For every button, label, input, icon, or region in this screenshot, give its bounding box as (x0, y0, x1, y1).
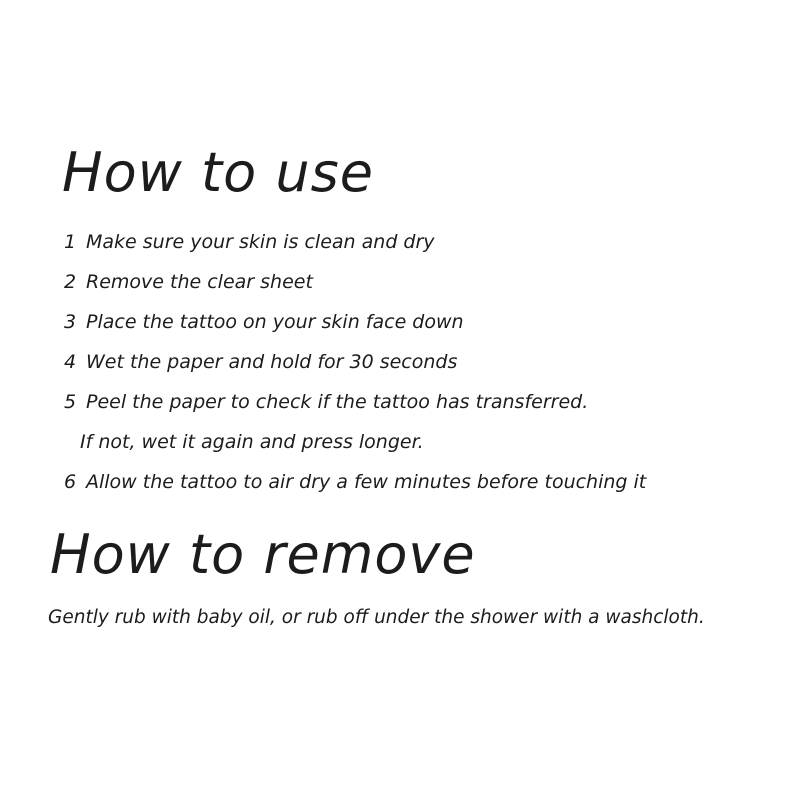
step-item (64, 262, 646, 302)
step-number: 5 (64, 391, 77, 413)
step-number: 4 (64, 351, 77, 373)
step-text: Allow the tattoo to air dry a few minutes before touching it (86, 471, 647, 493)
step-text: Peel the paper to check if the tattoo has transferred. (86, 391, 589, 413)
step-text: Remove the clear sheet (86, 271, 313, 293)
step-number: 6 (64, 471, 77, 493)
step-number: 2 (64, 271, 77, 293)
step-text: If not, wet it again and press longer. (80, 431, 424, 453)
step-text: Make sure your skin is clean and dry (86, 231, 435, 253)
how-to-remove-text: Gently rub with baby oil, or rub off under the shower with a washcloth. (48, 607, 705, 628)
step-item (64, 382, 646, 422)
step-item (64, 342, 646, 382)
how-to-remove-heading: How to remove (50, 523, 476, 586)
step-text: Wet the paper and hold for 30 seconds (86, 351, 458, 373)
step-item (64, 222, 646, 262)
step-continuation (64, 422, 646, 462)
step-number: 3 (64, 311, 77, 333)
how-to-use-heading: How to use (62, 141, 374, 204)
step-item (64, 462, 646, 502)
how-to-use-steps (64, 222, 646, 502)
step-number: 1 (64, 231, 77, 253)
step-text: Place the tattoo on your skin face down (86, 311, 464, 333)
step-item (64, 302, 646, 342)
